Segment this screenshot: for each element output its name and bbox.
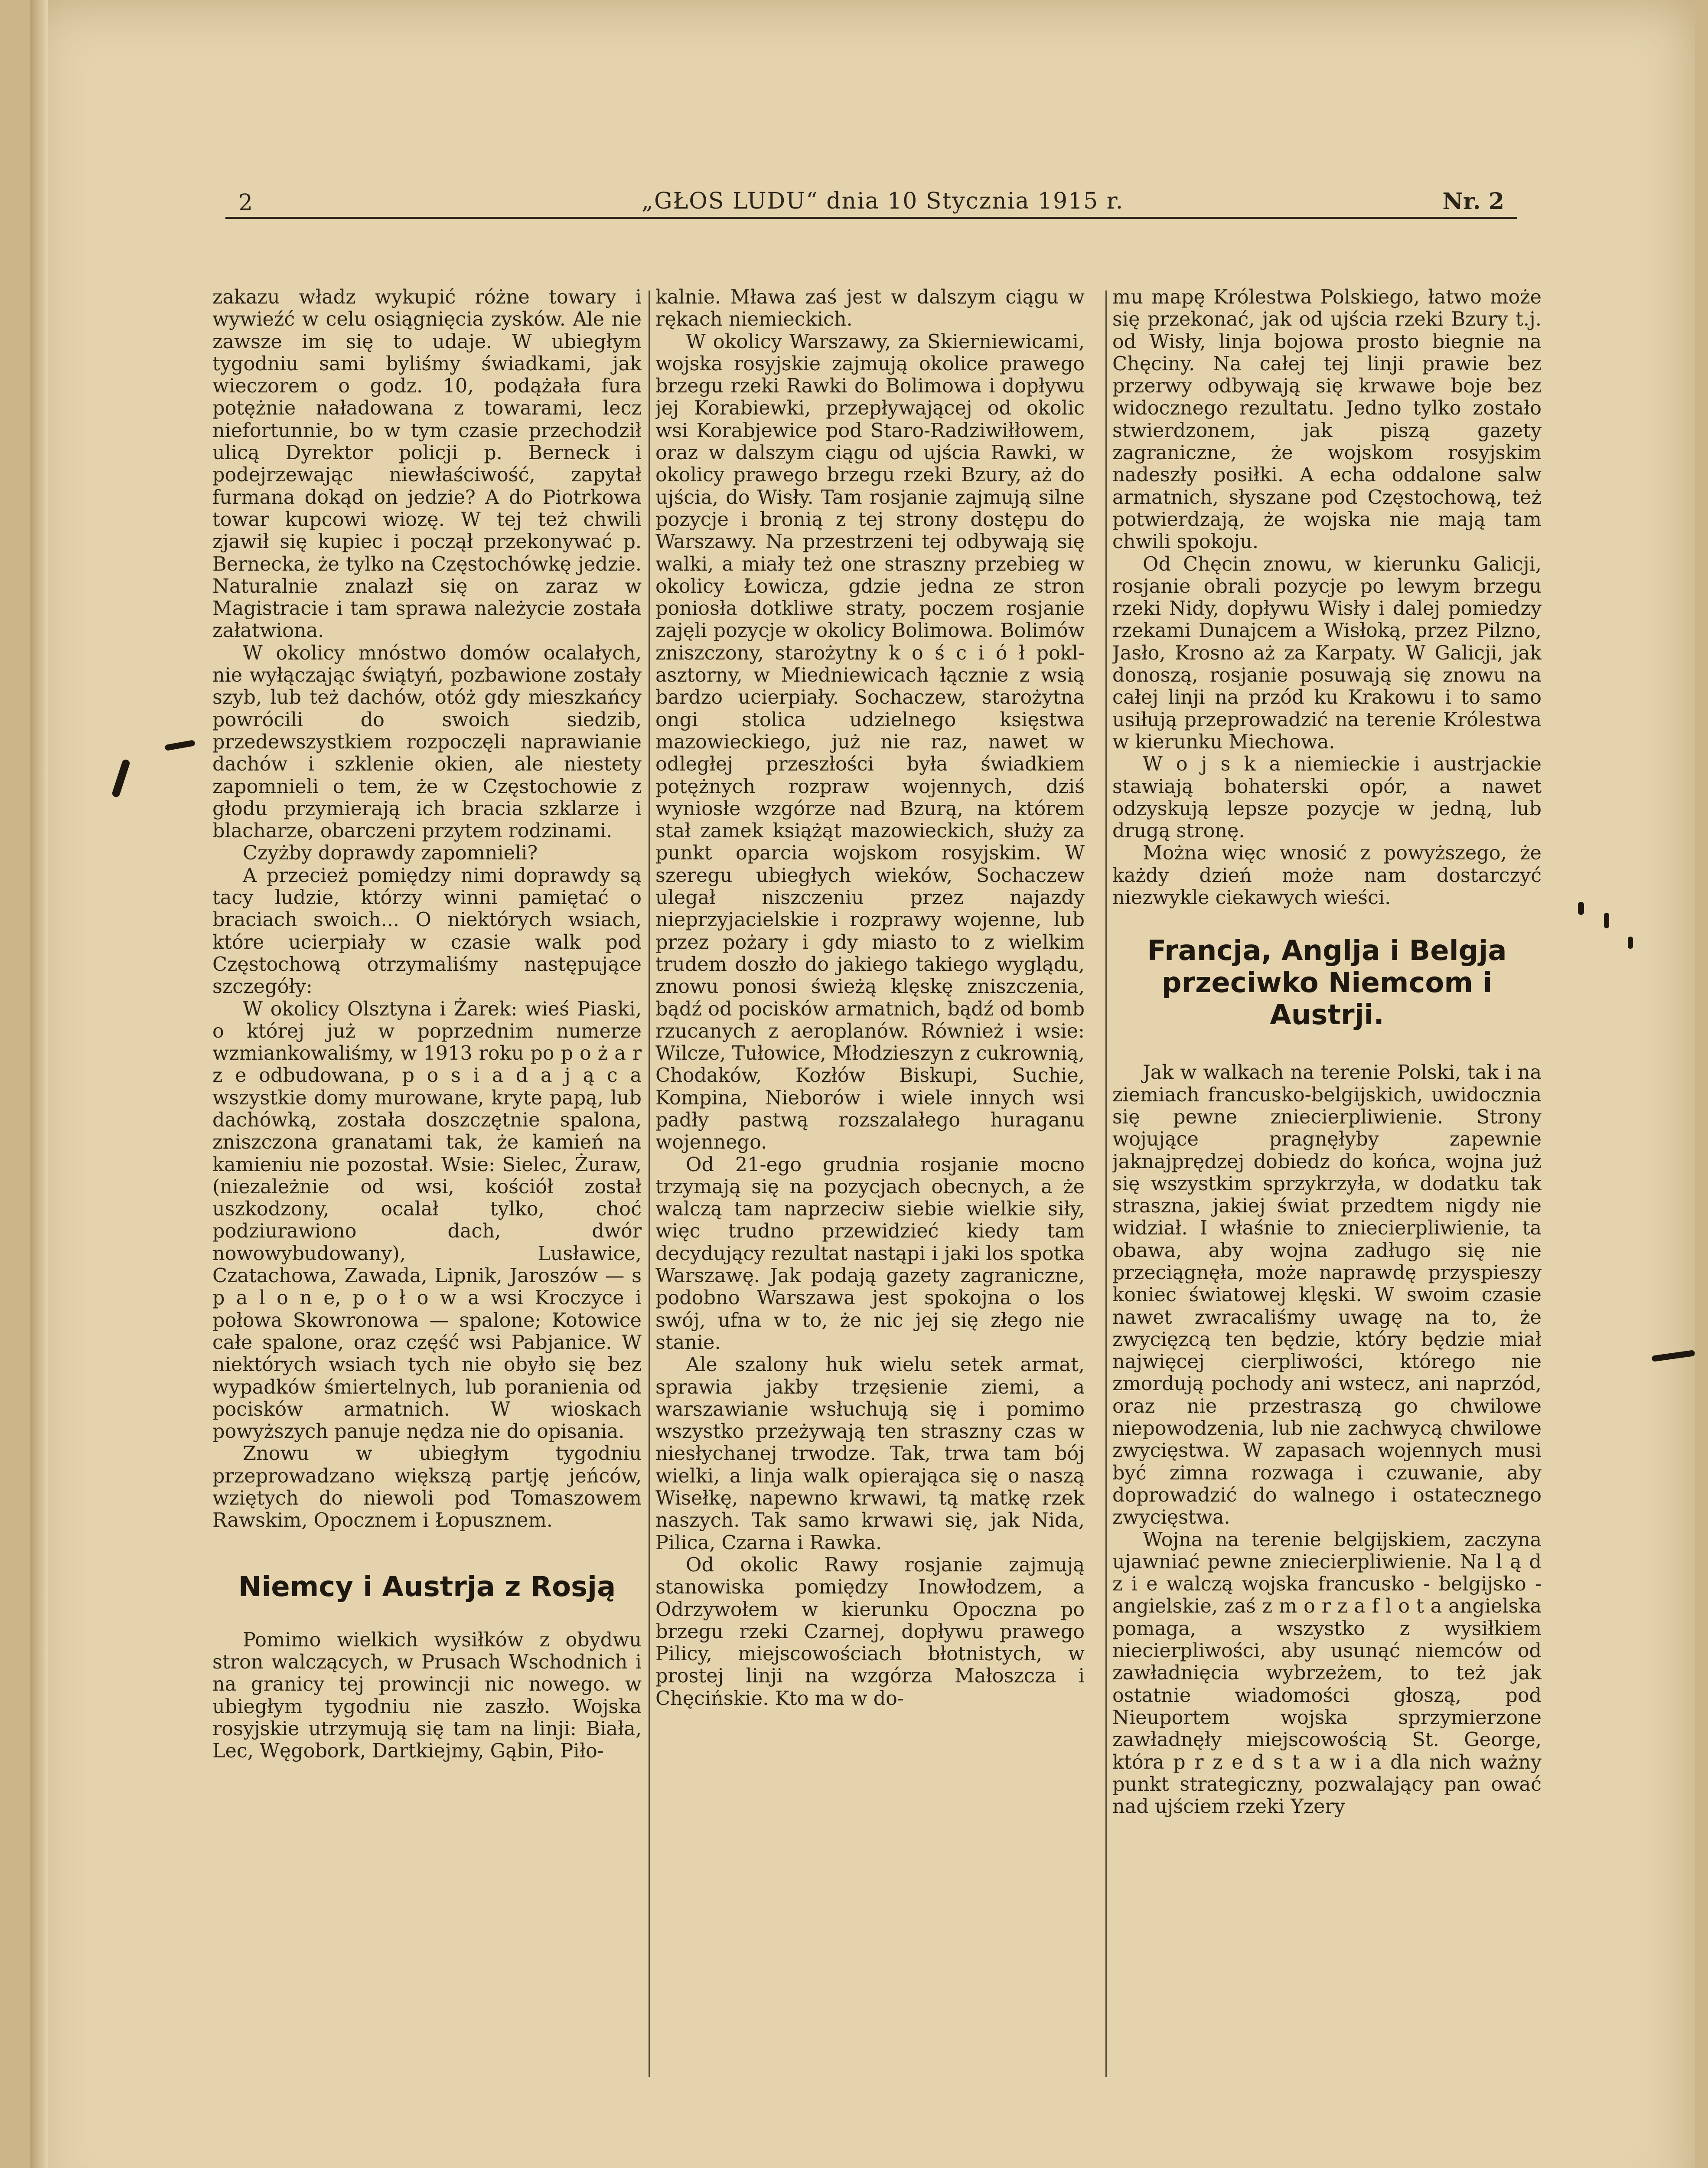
- ink-mark: [1604, 913, 1609, 928]
- paragraph: Od okolic Rawy rosjanie zajmują stanowiska pomiędzy Inowłodzem, a Odrzywołem w kierunku Opoczna po brzegu rzeki Czarnej, dopływu prawego Pilicy, miejscowościach błotnistych, w prostej linji na wzgórza Małoszcza i Chęcińskie. Kto ma w do-: [655, 1554, 1085, 1710]
- paragraph: Ale szalony huk wielu setek armat, sprawia jakby trzęsienie ziemi, a warszawianie wsłuchują się i pomimo wszystko przeżywają ten straszny czas w niesłychanej trwodze. Tak, trwa tam bój wielki, a linja walk opierająca się o naszą Wisełkę, napewno krwawi, tą matkę rzek naszych. Tak samo krwawi się, jak Nida, Pilica, Czarna i Rawka.: [655, 1354, 1085, 1554]
- paragraph: Można więc wnosić z powyższego, że każdy dzień może nam dostarczyć niezwykle ciekawych wieści.: [1112, 842, 1542, 909]
- ink-mark: [1578, 902, 1584, 915]
- article-heading: Niemcy i Austrja z Rosją: [238, 1570, 616, 1603]
- paragraph: zakazu władz wykupić różne towary i wywieźć w celu osiągnięcia zysków. Ale nie zawsze im się to udaje. W ubiegłym tygodniu sami byliśmy świadkami, jak wieczorem o godz. 10, podążała fura potężnie naładowana z towarami, lecz niefortunnie, bo w tym czasie przechodził ulicą Dyrektor policji p. Berneck i podejrzewając niewłaściwość, zapytał furmana dokąd on jedzie? A do Piotrkowa towar kupcowi wiozę. W tej też chwili zjawił się kupiec i począł przekonywać p. Bernecka, że tylko na Częstochówkę jedzie. Naturalnie znalazł się on zaraz w Magistracie i tam sprawa należycie została załatwiona.: [212, 286, 642, 642]
- issue-number: Nr. 2: [1442, 188, 1504, 215]
- page-fold-shadow: [30, 0, 48, 2168]
- page-number: 2: [238, 190, 253, 216]
- paragraph: W okolicy Warszawy, za Skierniewicami, wojska rosyjskie zajmują okolice prawego brzegu rzeki Rawki do Bolimowa i dopływu jej Korabiewki, przepływającej od okolic wsi Korabjewice pod Staro-Radziwiłłowem, oraz w dalszym ciągu od ujścia Rawki, w okolicy prawego brzegu rzeki Bzury, aż do ujścia, do Wisły. Tam rosjanie zajmują silne pozycje i bronią z tej strony dostępu do Warszawy. Na przestrzeni tej odbywają się walki, a miały też one straszny przebieg w okolicy Łowicza, gdzie jedna ze stron poniosła dotkliwe straty, poczem rosjanie zajęli pozycje w okolicy Bolimowa. Bolimów zniszczony, starożytny k o ś c i ó ł poklasztorny, w Miedniewicach łącznie z wsią bardzo ucierpiały. Sochaczew, starożytna ongi stolica udzielnego księstwa mazowieckiego, już nie raz, nawet w odległej przeszłości była świadkiem potężnych rozpraw wojennych, dziś wyniosłe wzgórze nad Bzurą, na którem stał zamek książąt mazowieckich, służy za punkt oparcia wojskom rosyjskim. W szeregu ubiegłych wieków, Sochaczew ulegał niszczeniu przez najazdy nieprzyjacielskie i rozprawy wojenne, lub przez pożary i gdy miasto to z wielkim trudem doszło do jakiego takiego wyglądu, znowu ponosi świeżą klęskę zniszczenia, bądź od pocisków armatnich, bądź od bomb rzucanych z aeroplanów. Również i wsie: Wilcze, Tułowice, Młodzieszyn z cukrownią, Chodaków, Kozłów Biskupi, Suchie, Kompina, Nieborów i wiele innych wsi padły pastwą rozszalałego huraganu wojennego.: [655, 330, 1085, 1154]
- paragraph: Jak w walkach na terenie Polski, tak i na ziemiach francusko-belgijskich, uwidocznia się pewne zniecierpliwienie. Strony wojujące pragnęłyby zapewnie jaknajprędzej dobiedz do końca, wojna już się wszystkim sprzykrzyła, w dodatku tak straszna, jakiej świat przedtem nigdy nie widział. I właśnie to zniecierpliwienie, ta obawa, aby wojna zadługo się nie przeciągnęła, może naprawdę przyspieszy koniec światowej klęski. W swoim czasie nawet zwracaliśmy uwagę na to, że zwycięzcą ten będzie, który będzie miał najwięcej cierpliwości, którego nie zmordują pochody ani wstecz, ani naprzód, oraz nie przestraszą go chwilowe niepowodzenia, lub nie zachwycą chwilowe zwycięstwa. W zapasach wojennych musi być zimna rozwaga i czuwanie, aby doprowadzić do walnego i ostatecznego zwycięstwa.: [1112, 1061, 1542, 1529]
- paragraph: kalnie. Mława zaś jest w dalszym ciągu w rękach niemieckich.: [655, 286, 1085, 331]
- paragraph: Od Chęcin znowu, w kierunku Galicji, rosjanie obrali pozycje po lewym brzegu rzeki Nidy, dopływu Wisły i dalej pomiedzy rzekami Dunajcem a Wisłoką, przez Pilzno, Jasło, Krosno aż za Karpaty. W Galicji, jak donoszą, rosjanie posuwają się znowu na całej linji na przód ku Krakowu i to samo usiłują przeprowadzić na terenie Królestwa w kierunku Miechowa.: [1112, 553, 1542, 753]
- paragraph: mu mapę Królestwa Polskiego, łatwo może się przekonać, jak od ujścia rzeki Bzury t.j. od Wisły, linja bojowa prosto biegnie na Chęciny. Na całej tej linji prawie bez przerwy odbywają się krwawe boje bez widocznego rezultatu. Jedno tylko zostało stwierdzonem, jak piszą gazety zagraniczne, że wojskom rosyjskim nadeszły posiłki. A echa oddalone salw armatnich, słyszane pod Częstochową, też potwierdzają, że wojska nie mają tam chwili spokoju.: [1112, 286, 1542, 553]
- paragraph: W o j s k a niemieckie i austrjackie stawiają bohaterski opór, a nawet odzyskują lepsze pozycje w jedną, lub drugą stronę.: [1112, 753, 1542, 842]
- paragraph: A przecież pomiędzy nimi doprawdy są tacy ludzie, którzy winni pamiętać o braciach swoich... O niektórych wsiach, które ucierpiały w czasie walk pod Częstochową otrzymaliśmy następujące szczegóły:: [212, 864, 642, 998]
- paragraph: Znowu w ubiegłym tygodniu przeprowadzano większą partję jeńców, wziętych do niewoli pod Tomaszowem Rawskim, Opocznem i Łopusznem.: [212, 1443, 642, 1532]
- paragraph: Wojna na terenie belgijskiem, zaczyna ujawniać pewne zniecierpliwienie. Na l ą d z i e walczą wojska francusko - belgijsko - angielskie, zaś z m o r z a f l o t a angielska pomaga, a wszystko z wysiłkiem niecierpliwości, aby usunąć niemców od zawładnięcia wybrzeżem, to też jak ostatnie wiadomości głoszą, pod Nieuportem wojska sprzymierzone zawładnęły miejscowością St. George, która p r z e d s t a w i a dla nich ważny punkt strategiczny, pozwalający pan ować nad ujściem rzeki Yzery: [1112, 1528, 1542, 1818]
- page-header: [225, 182, 1517, 219]
- column-1: [212, 286, 642, 2094]
- column-rule: [1105, 291, 1107, 2077]
- paragraph: W okolicy mnóstwo domów ocalałych, nie wyłączając świątyń, pozbawione zostały szyb, lub też dachów, otóż gdy mieszkańcy powrócili do swoich siedzib, przedewszystkiem rozpoczęli naprawianie dachów i szklenie okien, ale niestety zapomnieli o tem, że w Częstochowie z głodu przymierają ich bracia szklarze i blacharze, obarczeni przytem rodzinami.: [212, 642, 642, 842]
- column-rule: [649, 291, 650, 2077]
- paragraph: Pomimo wielkich wysiłków z obydwu stron walczących, w Prusach Wschodnich i na granicy tej prowincji nic nowego. w ubiegłym tygodniu nie zaszło. Wojska rosyjskie utrzymują się tam na linji: Biała, Lec, Węgobork, Dartkiejmy, Gąbin, Piło-: [212, 1629, 642, 1763]
- paragraph: Czyżby doprawdy zapomnieli?: [243, 842, 538, 865]
- paragraph: Od 21-ego grudnia rosjanie mocno trzymają się na pozycjach obecnych, a że walczą tam naprzeciw siebie wielkie siły, więc trudno przewidzieć kiedy tam decydujący rezultat nastąpi i jaki los spotka Warszawę. Jak podają gazety zagraniczne, podobno Warszawa jest spokojna o los swój, ufna w to, że nic jej się złego nie stanie.: [655, 1153, 1085, 1354]
- ink-mark: [1628, 937, 1633, 949]
- article-heading: Francja, Anglja i Belgja przeciwko Niemcom i Austrji.: [1147, 935, 1507, 1032]
- column-3: [1112, 286, 1542, 2094]
- column-2: [655, 286, 1085, 2094]
- paragraph: W okolicy Olsztyna i Żarek: wieś Piaski, o której już w poprzednim numerze wzmiankowaliśmy, w 1913 roku po p o ż a r z e odbudowana, p o s i a d a j ą c a wszystkie domy murowane, kryte papą, lub dachówką, została doszczętnie spalona, zniszczona granatami tak, że kamień na kamieniu nie pozostał. Wsie: Sielec, Żuraw, (niezależnie od wsi, kościół został uszkodzony, ocalał tylko, choć podziurawiono dach, dwór nowowybudowany), Lusławice, Czatachowa, Zawada, Lipnik, Jaroszów — s p a l o n e, p o ł o w a wsi Kroczyce i połowa Skowronowa — spalone; Kotowice całe spalone, oraz część wsi Pabjanice. W niektórych wsiach tych nie obyło się bez wypadków śmiertelnych, lub poranienia od pocisków armatnich. W wioskach powyższych panuje nędza nie do opisania.: [212, 998, 642, 1443]
- masthead-date: „GŁOS LUDU“ dnia 10 Stycznia 1915 r.: [642, 188, 1124, 214]
